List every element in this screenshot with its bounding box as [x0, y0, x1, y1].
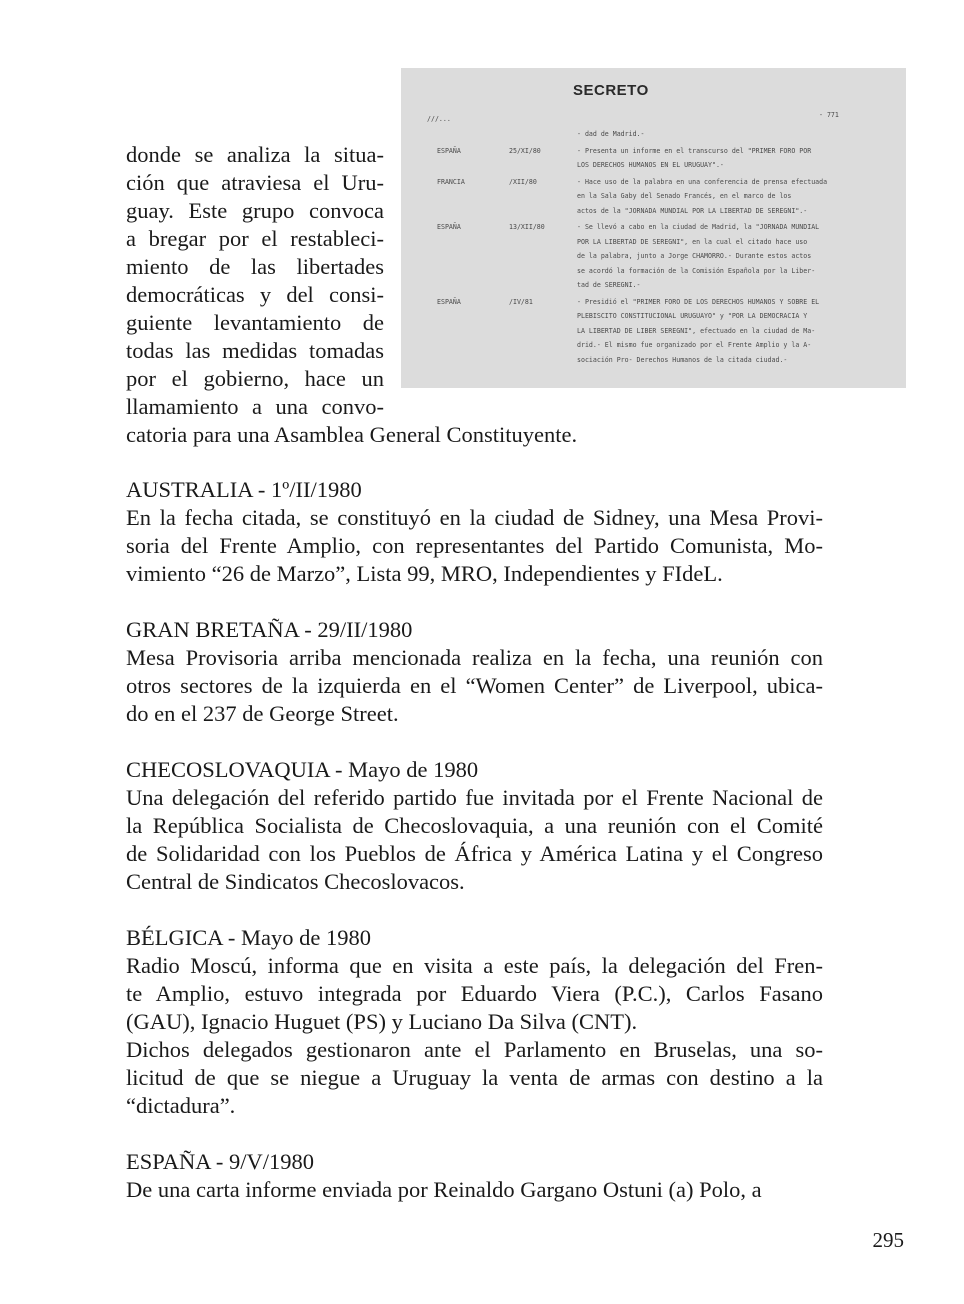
section-body-line: licitud de que se niegue a Uruguay la venta de armas con destino a la — [126, 1065, 823, 1090]
scan-row-text-line: - dad de Madrid.- — [577, 130, 645, 138]
section-body-line: otros sectores de la izquierda en el “Women Center” de Liverpool, ubica- — [126, 673, 823, 698]
scan-row-text-line: sociación Pro- Derechos Humanos de la citada ciudad.- — [577, 355, 788, 364]
section-body-line: “dictadura”. — [126, 1093, 236, 1118]
secret-stamp: SECRETO — [573, 82, 649, 99]
scan-row-country: ESPAÑA — [437, 297, 461, 306]
section-body-line: vimiento “26 de Marzo”, Lista 99, MRO, Independientes y FIdeL. — [126, 561, 723, 586]
intro-last-line: catoria para una Asamblea General Constituyente. — [126, 422, 578, 447]
scan-row-text-line: - Presenta un informe en el transcurso del "PRIMER FORO POR — [577, 146, 812, 155]
scan-row-country: ESPAÑA — [437, 223, 461, 231]
scan-row-country: ESPAÑA — [437, 146, 461, 155]
intro-line: guiente levantamiento de — [126, 310, 384, 335]
section-body-line: Mesa Provisoria arriba mencionada realiza en la fecha, una reunión con — [126, 645, 823, 670]
intro-line: democráticas y del consi- — [126, 282, 384, 307]
scan-row-text-line: drid.- El mismo fue organizado por el Frente Amplio y la A- — [577, 341, 812, 349]
section-body-line: do en el 237 de George Street. — [126, 701, 399, 726]
section-body-line: Dichos delegados gestionaron ante el Parlamento en Bruselas, una so- — [126, 1037, 823, 1062]
section-body-line: la República Socialista de Checoslovaquia, a una reunión con el Comité — [126, 813, 823, 838]
section-heading: CHECOSLOVAQUIA - Mayo de 1980 — [126, 757, 479, 782]
section-body-line: soria del Frente Amplio, con representantes del Partido Comunista, Mo- — [126, 533, 823, 558]
scan-row-text-line: tad de SEREGNI.- — [577, 281, 641, 289]
section-heading: AUSTRALIA - 1º/II/1980 — [126, 477, 362, 502]
scan-row-text-line: - Hace uso de la palabra en una conferencia de prensa efectuada — [577, 177, 828, 186]
section-heading: BÉLGICA - Mayo de 1980 — [126, 925, 371, 950]
intro-line: donde se analiza la situa- — [126, 142, 384, 167]
intro-line: ción que atraviesa el Uru- — [126, 170, 384, 195]
scan-row-date: 13/XII/80 — [509, 223, 545, 231]
scan-row-text-line: LA LIBERTAD DE LIBER SEREGNI", efectuado en la ciudad de Ma- — [577, 326, 816, 335]
scan-row-text-line: actos de la "JORNADA MUNDIAL POR LA LIBERTAD DE SEREGNI".- — [577, 206, 808, 215]
section-body-line: Radio Moscú, informa que en visita a este país, la delegación del Fren- — [126, 953, 823, 978]
page-number: 295 — [872, 1228, 904, 1252]
section-body-line: Una delegación del referido partido fue invitada por el Frente Nacional de — [126, 785, 823, 810]
scan-row-date: /XII/80 — [509, 177, 537, 186]
scanned-secret-document — [401, 68, 906, 388]
scan-row-text-line: LOS DERECHOS HUMANOS EN EL URUGUAY".- — [577, 161, 724, 169]
intro-line: guay. Este grupo convoca — [126, 198, 384, 223]
scan-header-right: - 771 — [819, 111, 839, 119]
intro-line: todas las medidas tomadas — [126, 338, 384, 363]
scan-row-text-line: en la Sala Gaby del Senado Francés, en el marco de los — [577, 192, 792, 200]
scan-row-text-line: de la palabra, junto a Jorge CHAMORRO.- Durante estos actos — [577, 252, 812, 260]
scan-row-text-line: PLEBISCITO CONSTITUCIONAL URUGUAYO" y "POR LA DEMOCRACIA Y — [577, 312, 808, 320]
section-body-line: De una carta informe enviada por Reinaldo Gargano Ostuni (a) Polo, a — [126, 1177, 762, 1202]
intro-line: a bregar por el restableci- — [126, 226, 384, 251]
scan-row-country: FRANCIA — [437, 177, 465, 186]
section-body-line: te Amplio, estuvo integrada por Eduardo Viera (P.C.), Carlos Fasano — [126, 981, 823, 1006]
scan-row-text-line: POR LA LIBERTAD DE SEREGNI", en la cual el citado hace uso — [577, 237, 808, 246]
intro-line: miento de las libertades — [126, 254, 384, 279]
intro-line: llamamiento a una convo- — [126, 394, 384, 419]
scan-row-text-line: se acordó la formación de la Comisión Española por la Liber- — [577, 266, 816, 275]
intro-line: por el gobierno, hace un — [126, 366, 384, 391]
section-heading: GRAN BRETAÑA - 29/II/1980 — [126, 617, 413, 642]
scan-row-date: 25/XI/80 — [509, 146, 541, 155]
scan-header-left: ///... — [427, 115, 451, 123]
section-body-line: de Solidaridad con los Pueblos de África y América Latina y el Congreso — [126, 841, 823, 866]
section-body-line: En la fecha citada, se constituyó en la ciudad de Sidney, una Mesa Provi- — [126, 505, 823, 530]
scan-row-text-line: - Presidió el "PRIMER FORO DE LOS DERECHOS HUMANOS Y SOBRE EL — [577, 297, 820, 306]
scan-row-date: /IV/81 — [509, 297, 533, 306]
section-body-line: Central de Sindicatos Checoslovacos. — [126, 869, 465, 894]
section-heading: ESPAÑA - 9/V/1980 — [126, 1149, 314, 1174]
scan-row-text-line: - Se llevó a cabo en la ciudad de Madrid, la "JORNADA MUNDIAL — [577, 223, 820, 231]
section-body-line: (GAU), Ignacio Huguet (PS) y Luciano Da Silva (CNT). — [126, 1009, 638, 1034]
